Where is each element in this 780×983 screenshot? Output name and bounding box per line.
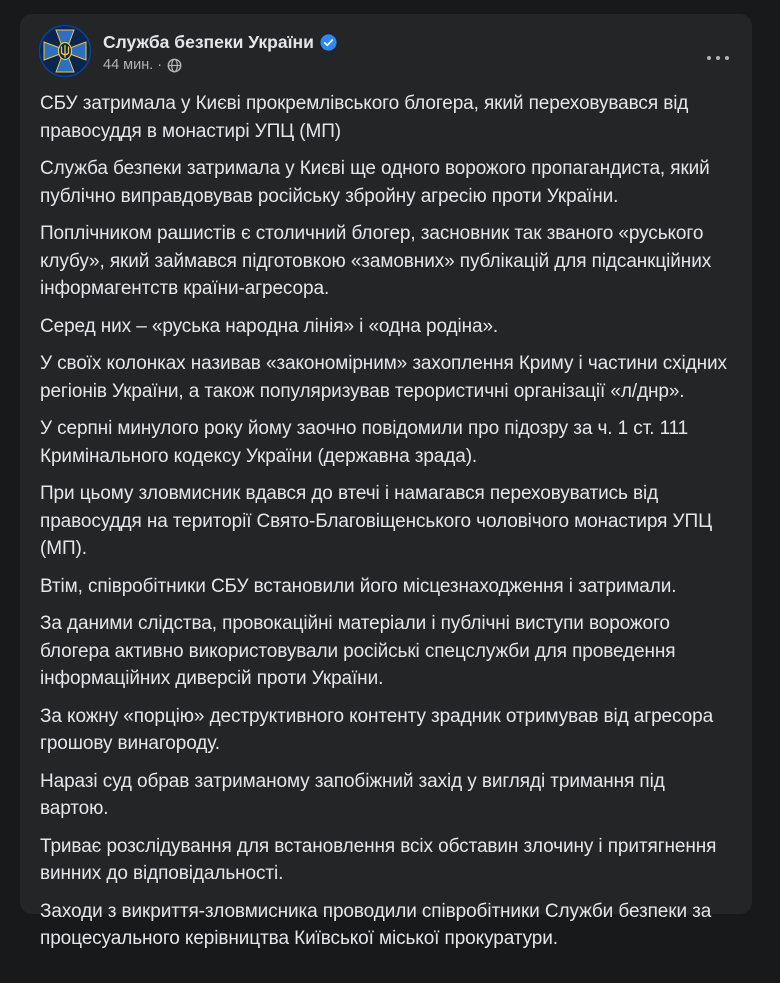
post-paragraph: Триває розслідування для встановлення всіх обставин злочину і притягнення винних до відповідальності. [40,835,717,884]
post-paragraph: За кожну «порцію» деструктивного контенту зрадник отримував від агресора грошову винагороду. [40,705,714,754]
page-name-link[interactable]: Служба безпеки України [103,32,314,52]
post-paragraph: Втім, співробітники СБУ встановили його місцезнаходження і затримали. [40,575,677,597]
meta-separator: · [157,57,163,73]
globe-public-icon [167,58,182,73]
post-body-text [20,78,752,983]
post-paragraph: Служба безпеки затримала у Києві ще одного ворожого пропагандиста, який публічно виправдовував російську збройну агресію проти України. [40,158,710,207]
page-avatar[interactable] [38,24,92,78]
dot-icon [725,56,730,61]
post-paragraph: У серпні минулого року йому заочно повідомили про підозру за ч. 1 ст. 111 Кримінального кодексу України (державна зрада). [40,418,689,467]
post-paragraph: За даними слідства, провокаційні матеріали і публічні виступи ворожого блогера активно використовували російські спецслужби для проведення інформаційних диверсій проти України. [40,613,676,689]
post-meta-row [103,56,337,75]
post-card [20,14,752,949]
post-paragraph: Серед них – «руська народна лінія» і «одна родіна». [40,315,499,337]
post-paragraph: Заходи з викриття-зловмисника проводили співробітники Служби безпеки за процесуального керівництва Київської міської прокуратури. [40,900,712,949]
verified-badge-icon [320,34,337,51]
name-row [103,31,337,53]
post-paragraph: При цьому зловмисник вдався до втечі і намагався переховуватись від правосуддя на території Свято-Благовіщенського чоловічого монастиря УПЦ (МП). [40,483,713,559]
post-header [20,14,752,78]
header-meta [103,24,337,75]
sbu-emblem-icon [38,24,92,78]
dot-icon [707,56,712,61]
post-paragraph: У своїх колонках називав «закономірним» захоплення Криму і частини східних регіонів України, а також популяризував терористичні організації «л/днр». [40,353,727,402]
timestamp-link[interactable]: 44 мин. [103,57,154,73]
post-paragraph: Поплічником рашистів є столичний блогер, засновник так званого «руського клубу», який займався підготовкою «замовних» публікацій для підсанкційних інформагентств країни-агресора. [40,223,712,299]
dot-icon [716,56,721,61]
post-paragraph: СБУ затримала у Києві прокремлівського блогера, який переховувався від правосуддя в монастирі УПЦ (МП) [40,93,689,142]
more-options-button[interactable] [700,40,736,76]
post-paragraph: Наразі суд обрав затриманому запобіжний захід у вигляді тримання під вартою. [40,770,665,819]
